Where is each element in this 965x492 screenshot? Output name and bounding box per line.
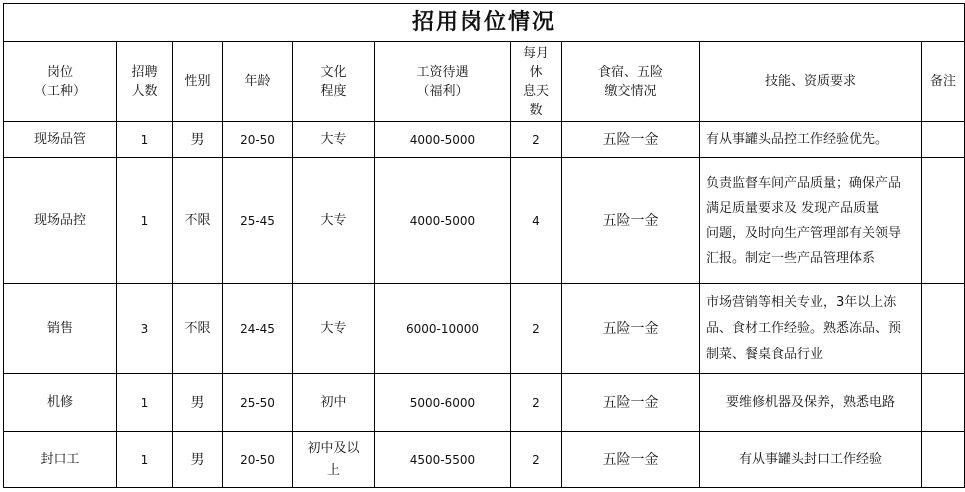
cell-gender: 男 [173, 122, 223, 158]
cell-education: 大专 [293, 122, 375, 158]
header-row [4, 42, 965, 122]
table-row [4, 432, 965, 488]
cell-requirements: 有从事罐头封口工作经验 [700, 432, 922, 488]
cell-count: 1 [117, 432, 173, 488]
header-salary: 工资待遇 （福利） [375, 42, 511, 122]
cell-insurance: 五险一金 [562, 122, 700, 158]
cell-age: 20-50 [223, 432, 293, 488]
cell-insurance: 五险一金 [562, 158, 700, 284]
table-row [4, 374, 965, 432]
cell-requirements: 有从事罐头品控工作经验优先。 [700, 122, 922, 158]
header-age: 年龄 [223, 42, 293, 122]
cell-position: 机修 [4, 374, 117, 432]
cell-gender: 不限 [173, 158, 223, 284]
cell-remarks [922, 432, 965, 488]
cell-insurance: 五险一金 [562, 374, 700, 432]
table-row [4, 158, 965, 284]
cell-count: 3 [117, 284, 173, 374]
header-gender: 性别 [173, 42, 223, 122]
cell-remarks [922, 374, 965, 432]
table-row [4, 122, 965, 158]
cell-remarks [922, 284, 965, 374]
cell-gender: 不限 [173, 284, 223, 374]
cell-salary: 6000-10000 [375, 284, 511, 374]
cell-gender: 男 [173, 374, 223, 432]
header-position: 岗位 （工种） [4, 42, 117, 122]
cell-education: 大专 [293, 284, 375, 374]
header-education: 文化 程度 [293, 42, 375, 122]
cell-education: 初中 [293, 374, 375, 432]
cell-education: 初中及以 上 [293, 432, 375, 488]
cell-rest-days: 2 [511, 284, 562, 374]
cell-education: 大专 [293, 158, 375, 284]
recruitment-table [3, 3, 965, 488]
cell-gender: 男 [173, 432, 223, 488]
cell-insurance: 五险一金 [562, 432, 700, 488]
cell-salary: 4500-5500 [375, 432, 511, 488]
cell-age: 25-45 [223, 158, 293, 284]
cell-requirements: 要维修机器及保养，熟悉电路 [700, 374, 922, 432]
header-insurance: 食宿、五险 缴交情况 [562, 42, 700, 122]
cell-rest-days: 2 [511, 432, 562, 488]
cell-requirements: 市场营销等相关专业，3年以上冻 品、食材工作经验。熟悉冻品、预 制菜、餐桌食品行业 [700, 284, 922, 374]
cell-salary: 4000-5000 [375, 158, 511, 284]
table-row [4, 284, 965, 374]
cell-position: 封口工 [4, 432, 117, 488]
cell-rest-days: 4 [511, 158, 562, 284]
cell-salary: 4000-5000 [375, 122, 511, 158]
table-title: 招用岗位情况 [4, 4, 965, 42]
header-requirements: 技能、资质要求 [700, 42, 922, 122]
cell-remarks [922, 158, 965, 284]
cell-rest-days: 2 [511, 122, 562, 158]
cell-rest-days: 2 [511, 374, 562, 432]
cell-insurance: 五险一金 [562, 284, 700, 374]
cell-position: 现场品控 [4, 158, 117, 284]
cell-count: 1 [117, 374, 173, 432]
header-remarks: 备注 [922, 42, 965, 122]
cell-position: 销售 [4, 284, 117, 374]
cell-count: 1 [117, 122, 173, 158]
cell-age: 20-50 [223, 122, 293, 158]
cell-requirements: 负责监督车间产品质量；确保产品 满足质量要求及 发现产品质量 问题，及时向生产管理部有关领导 汇报。制定一些产品管理体系 [700, 158, 922, 284]
header-count: 招聘 人数 [117, 42, 173, 122]
header-rest-days: 每月 休 息天 数 [511, 42, 562, 122]
cell-position: 现场品管 [4, 122, 117, 158]
cell-remarks [922, 122, 965, 158]
cell-count: 1 [117, 158, 173, 284]
cell-salary: 5000-6000 [375, 374, 511, 432]
cell-age: 25-50 [223, 374, 293, 432]
cell-age: 24-45 [223, 284, 293, 374]
